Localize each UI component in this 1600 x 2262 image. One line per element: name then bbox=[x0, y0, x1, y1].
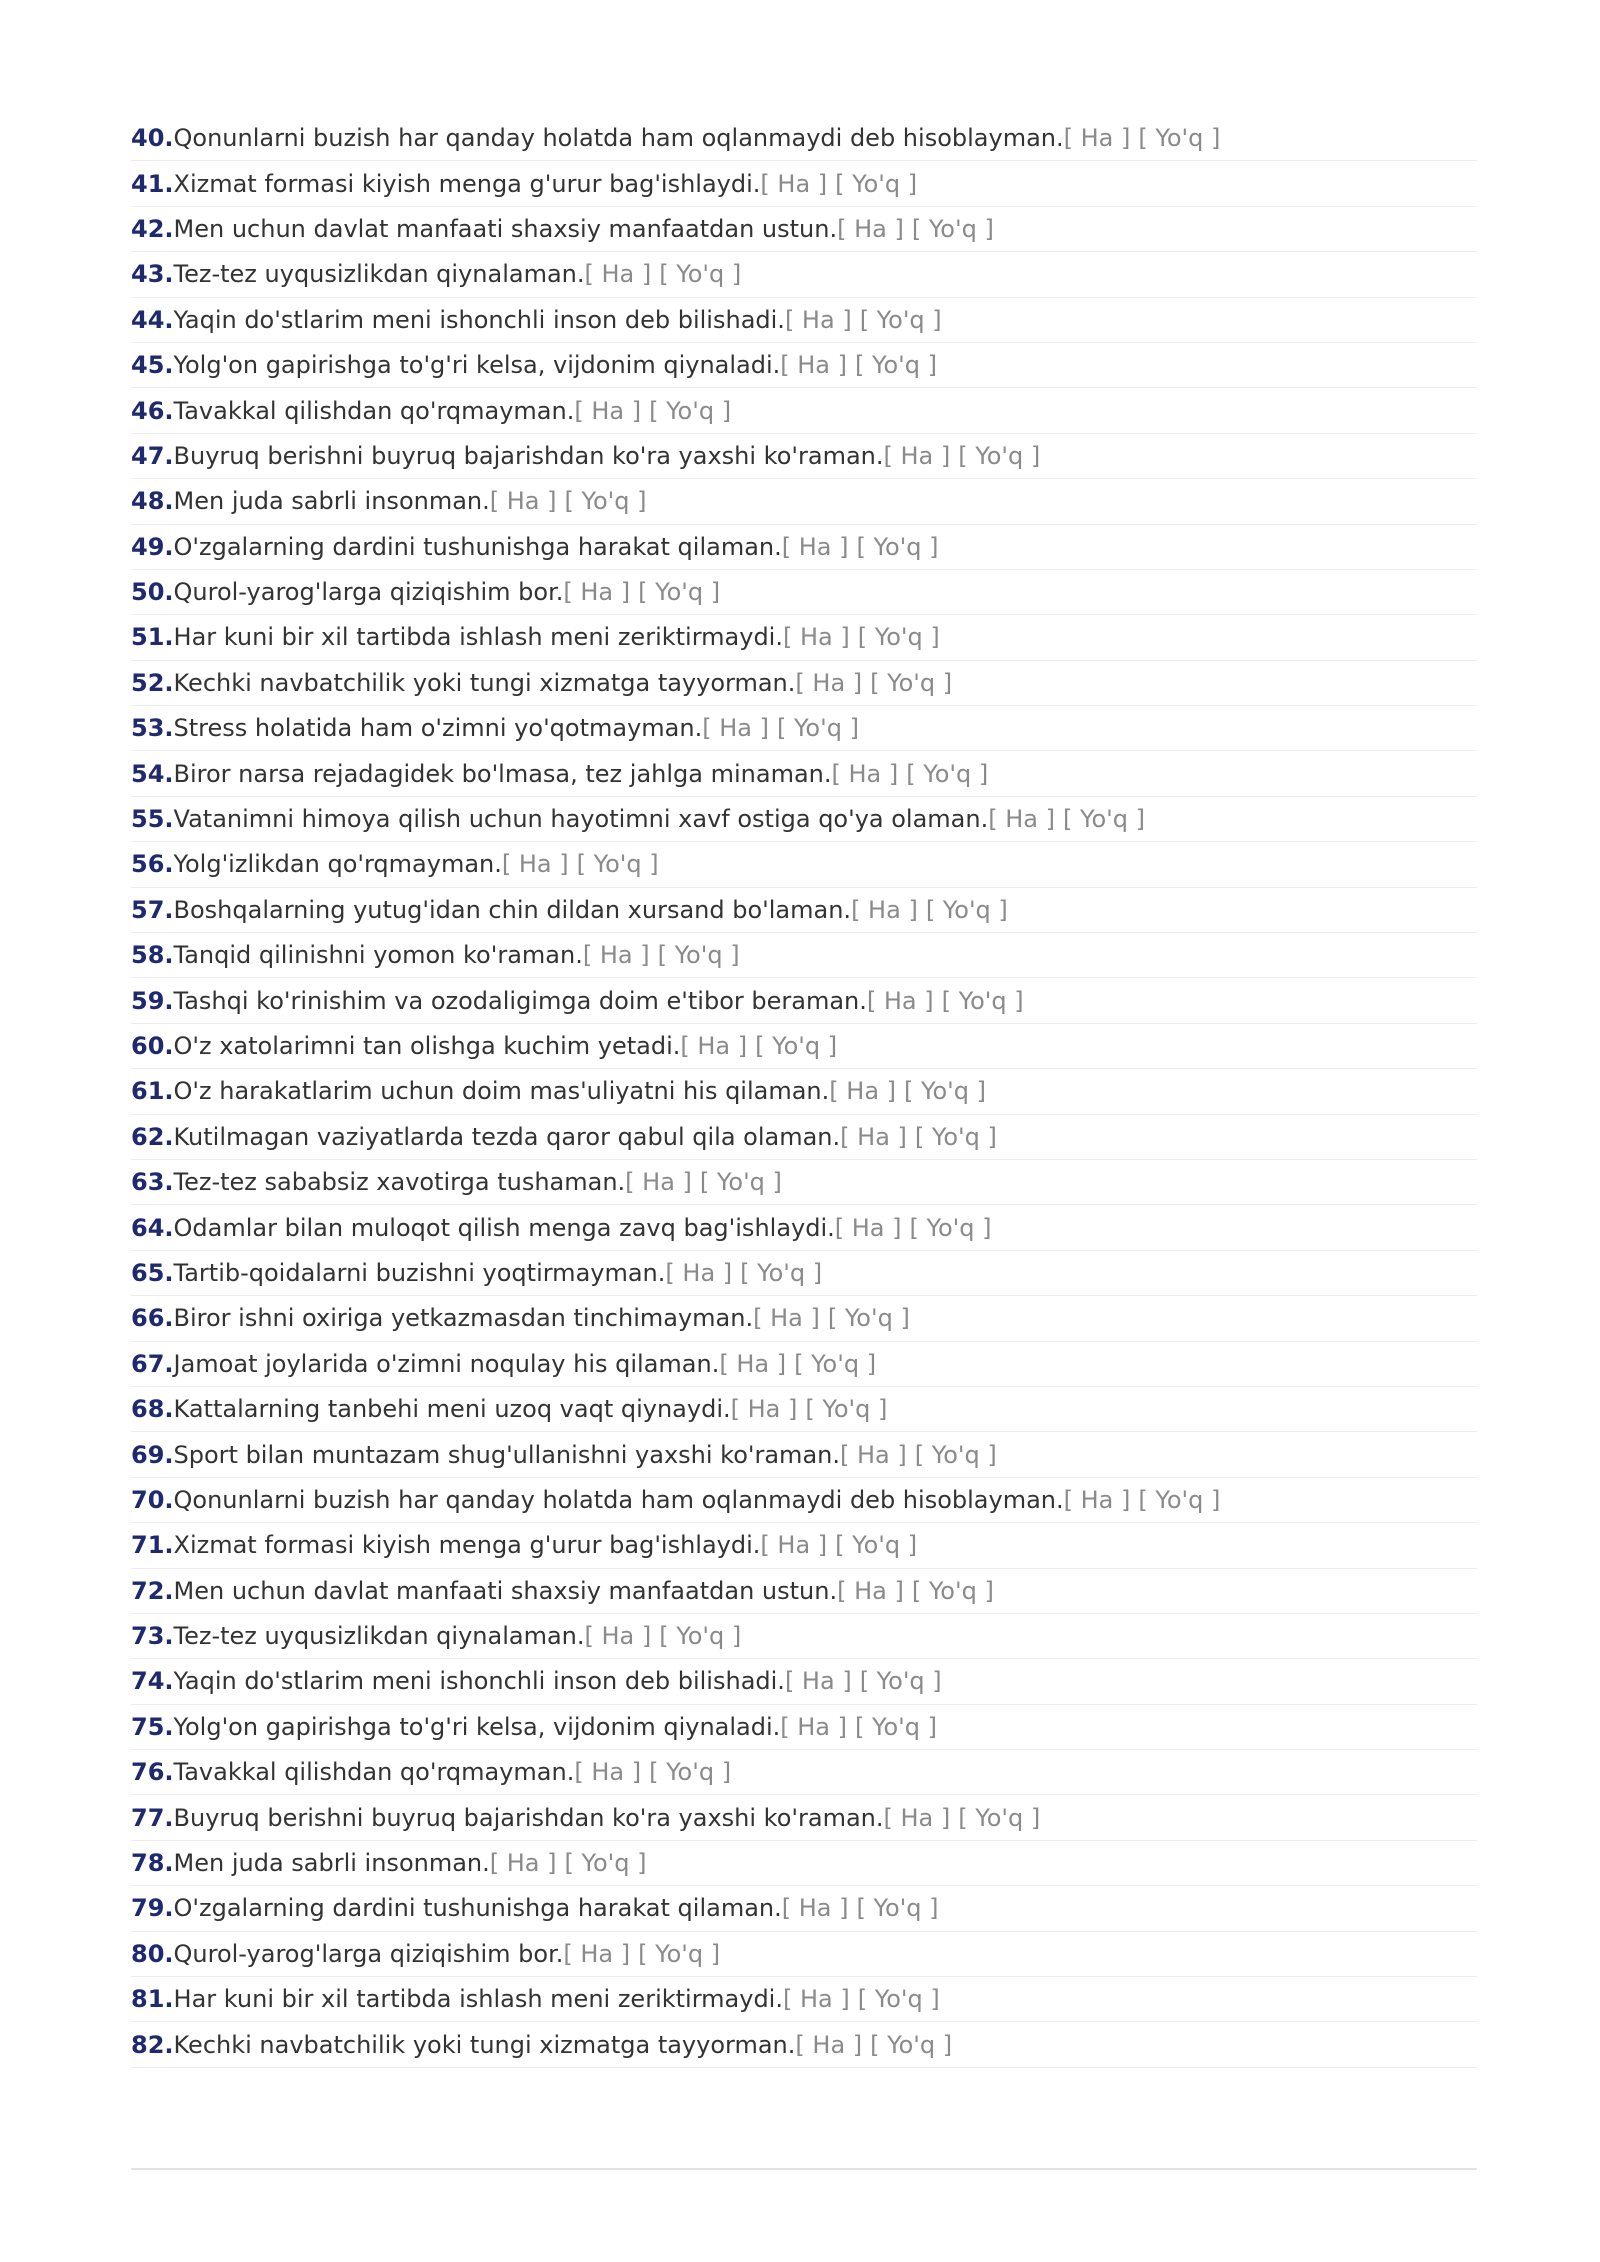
answer-option-yes[interactable]: [ Ha ] bbox=[782, 623, 850, 652]
question-number: 63. bbox=[131, 1168, 174, 1197]
question-row bbox=[131, 1705, 1477, 1750]
answer-option-no[interactable]: [ Yo'q ] bbox=[856, 1894, 939, 1923]
answer-option-yes[interactable]: [ Ha ] bbox=[563, 578, 631, 607]
question-row bbox=[131, 479, 1477, 524]
question-row bbox=[131, 2022, 1477, 2067]
question-number: 52. bbox=[131, 668, 174, 697]
answer-option-no[interactable]: [ Yo'q ] bbox=[925, 895, 1008, 924]
answer-option-no[interactable]: [ Yo'q ] bbox=[958, 441, 1041, 470]
answer-option-yes[interactable]: [ Ha ] bbox=[795, 2030, 863, 2059]
question-number: 82. bbox=[131, 2030, 174, 2059]
answer-option-yes[interactable]: [ Ha ] bbox=[719, 1349, 787, 1378]
question-text: Har kuni bir xil tartibda ishlash meni zeriktirmaydi. bbox=[173, 623, 783, 652]
answer-option-yes[interactable]: [ Ha ] bbox=[582, 941, 650, 970]
answer-option-yes[interactable]: [ Ha ] bbox=[489, 1849, 557, 1878]
answer-option-no[interactable]: [ Yo'q ] bbox=[699, 1168, 782, 1197]
question-number: 53. bbox=[131, 714, 174, 743]
answer-option-no[interactable]: [ Yo'q ] bbox=[911, 1576, 994, 1605]
question-text: Boshqalarning yutug'idan chin dildan xursand bo'laman. bbox=[173, 895, 852, 924]
question-text: Buyruq berishni buyruq bajarishdan ko'ra yaxshi ko'raman. bbox=[173, 1803, 884, 1832]
answer-option-no[interactable]: [ Yo'q ] bbox=[906, 759, 989, 788]
question-row bbox=[131, 1024, 1477, 1069]
answer-option-no[interactable]: [ Yo'q ] bbox=[914, 1440, 997, 1469]
question-text: Qonunlarni buzish har qanday holatda ham oqlanmaydi deb hisoblayman. bbox=[173, 124, 1064, 153]
question-number: 77. bbox=[131, 1803, 174, 1832]
answer-option-yes[interactable]: [ Ha ] bbox=[574, 396, 642, 425]
question-text: Biror ishni oxiriga yetkazmasdan tinchimayman. bbox=[173, 1304, 754, 1333]
question-number: 81. bbox=[131, 1985, 174, 2014]
question-number: 44. bbox=[131, 305, 174, 334]
question-row bbox=[131, 978, 1477, 1023]
question-number: 51. bbox=[131, 623, 174, 652]
question-row bbox=[131, 1750, 1477, 1795]
question-number: 73. bbox=[131, 1622, 174, 1651]
answer-option-no[interactable]: [ Yo'q ] bbox=[857, 1985, 940, 2014]
answer-option-yes[interactable]: [ Ha ] bbox=[784, 305, 852, 334]
question-number: 56. bbox=[131, 850, 174, 879]
answer-option-yes[interactable]: [ Ha ] bbox=[760, 1531, 828, 1560]
question-text: Yolg'on gapirishga to'g'ri kelsa, vijdonim qiynaladi. bbox=[173, 351, 781, 380]
question-row bbox=[131, 1795, 1477, 1840]
question-row bbox=[131, 570, 1477, 615]
answer-option-no[interactable]: [ Yo'q ] bbox=[649, 1758, 732, 1787]
question-number: 54. bbox=[131, 759, 174, 788]
question-text: Kattalarning tanbehi meni uzoq vaqt qiynaydi. bbox=[173, 1395, 731, 1424]
question-text: O'z harakatlarim uchun doim mas'uliyatni his qilaman. bbox=[173, 1077, 830, 1106]
answer-option-no[interactable]: [ Yo'q ] bbox=[659, 1622, 742, 1651]
question-text: Tashqi ko'rinishim va ozodaligimga doim e'tibor beraman. bbox=[173, 986, 867, 1015]
question-number: 43. bbox=[131, 260, 174, 289]
answer-option-no[interactable]: [ Yo'q ] bbox=[1138, 1485, 1221, 1514]
answer-option-no[interactable]: [ Yo'q ] bbox=[649, 396, 732, 425]
question-row bbox=[131, 842, 1477, 887]
question-number: 55. bbox=[131, 805, 174, 834]
question-number: 49. bbox=[131, 532, 174, 561]
question-text: Tanqid qilinishni yomon ko'raman. bbox=[173, 941, 583, 970]
questionnaire-page bbox=[131, 116, 1477, 2068]
question-row bbox=[131, 1523, 1477, 1568]
answer-option-yes[interactable]: [ Ha ] bbox=[489, 487, 557, 516]
question-row bbox=[131, 1160, 1477, 1205]
question-row bbox=[131, 1115, 1477, 1160]
answer-option-yes[interactable]: [ Ha ] bbox=[840, 1122, 907, 1151]
answer-option-no[interactable]: [ Yo'q ] bbox=[740, 1258, 823, 1287]
question-row bbox=[131, 434, 1477, 479]
page-bottom-divider bbox=[131, 2168, 1477, 2170]
answer-option-no[interactable]: [ Yo'q ] bbox=[638, 1939, 721, 1968]
answer-option-yes[interactable]: [ Ha ] bbox=[1063, 124, 1131, 153]
answer-option-yes[interactable]: [ Ha ] bbox=[883, 441, 951, 470]
answer-option-no[interactable]: [ Yo'q ] bbox=[755, 1032, 838, 1060]
question-row bbox=[131, 615, 1477, 660]
answer-option-yes[interactable]: [ Ha ] bbox=[837, 1576, 904, 1605]
question-text: Kechki navbatchilik yoki tungi xizmatga tayyorman. bbox=[173, 2030, 796, 2059]
question-number: 46. bbox=[131, 396, 174, 425]
answer-option-yes[interactable]: [ Ha ] bbox=[501, 850, 569, 879]
answer-option-yes[interactable]: [ Ha ] bbox=[574, 1758, 642, 1787]
question-number: 70. bbox=[131, 1485, 174, 1514]
question-number: 67. bbox=[131, 1349, 174, 1378]
answer-option-no[interactable]: [ Yo'q ] bbox=[794, 1349, 877, 1378]
question-row bbox=[131, 343, 1477, 388]
answer-option-yes[interactable]: [ Ha ] bbox=[753, 1304, 820, 1333]
question-text: Tavakkal qilishdan qo'rqmayman. bbox=[173, 1758, 575, 1787]
answer-option-yes[interactable]: [ Ha ] bbox=[831, 759, 899, 788]
question-number: 58. bbox=[131, 941, 174, 970]
answer-option-yes[interactable]: [ Ha ] bbox=[625, 1168, 692, 1197]
question-number: 59. bbox=[131, 986, 174, 1015]
question-row bbox=[131, 1251, 1477, 1296]
answer-option-no[interactable]: [ Yo'q ] bbox=[870, 2030, 953, 2059]
question-number: 65. bbox=[131, 1258, 174, 1287]
question-number: 42. bbox=[131, 214, 174, 243]
question-number: 74. bbox=[131, 1667, 174, 1696]
answer-option-yes[interactable]: [ Ha ] bbox=[702, 714, 769, 743]
question-list bbox=[131, 116, 1477, 2068]
answer-option-no[interactable]: [ Yo'q ] bbox=[856, 532, 939, 561]
question-number: 71. bbox=[131, 1531, 174, 1560]
answer-option-no[interactable]: [ Yo'q ] bbox=[835, 1531, 918, 1560]
question-row bbox=[131, 388, 1477, 433]
question-text: Xizmat formasi kiyish menga g'urur bag'ishlaydi. bbox=[173, 169, 761, 198]
question-text: O'z xatolarimni tan olishga kuchim yetadi. bbox=[173, 1032, 681, 1060]
answer-option-no[interactable]: [ Yo'q ] bbox=[659, 260, 742, 289]
question-row bbox=[131, 1296, 1477, 1341]
answer-option-no[interactable]: [ Yo'q ] bbox=[835, 169, 918, 198]
question-text: Tez-tez sababsiz xavotirga tushaman. bbox=[173, 1168, 626, 1197]
question-text: Har kuni bir xil tartibda ishlash meni zeriktirmaydi. bbox=[173, 1985, 783, 2014]
question-text: Tez-tez uyqusizlikdan qiynalaman. bbox=[173, 1622, 585, 1651]
question-row bbox=[131, 706, 1477, 751]
answer-option-no[interactable]: [ Yo'q ] bbox=[857, 623, 940, 652]
answer-option-yes[interactable]: [ Ha ] bbox=[665, 1258, 733, 1287]
answer-option-yes[interactable]: [ Ha ] bbox=[795, 668, 863, 697]
answer-option-no[interactable]: [ Yo'q ] bbox=[564, 487, 647, 516]
question-text: Tartib-qoidalarni buzishni yoqtirmayman. bbox=[173, 1258, 666, 1287]
question-row bbox=[131, 1659, 1477, 1704]
question-row bbox=[131, 1977, 1477, 2022]
question-row bbox=[131, 1069, 1477, 1114]
question-number: 45. bbox=[131, 351, 174, 380]
answer-option-yes[interactable]: [ Ha ] bbox=[839, 1440, 907, 1469]
question-text: Kutilmagan vaziyatlarda tezda qaror qabul qila olaman. bbox=[173, 1122, 841, 1151]
answer-option-yes[interactable]: [ Ha ] bbox=[780, 351, 848, 380]
question-number: 75. bbox=[131, 1712, 174, 1741]
question-row bbox=[131, 1614, 1477, 1659]
question-row bbox=[131, 1478, 1477, 1523]
question-text: Qonunlarni buzish har qanday holatda ham oqlanmaydi deb hisoblayman. bbox=[173, 1485, 1064, 1514]
answer-option-no[interactable]: [ Yo'q ] bbox=[805, 1395, 888, 1424]
answer-option-no[interactable]: [ Yo'q ] bbox=[870, 668, 953, 697]
answer-option-no[interactable]: [ Yo'q ] bbox=[564, 1849, 647, 1878]
question-number: 76. bbox=[131, 1758, 174, 1787]
question-text: Yaqin do'stlarim meni ishonchli inson deb bilishadi. bbox=[173, 1667, 785, 1696]
question-text: Sport bilan muntazam shug'ullanishni yaxshi ko'raman. bbox=[173, 1440, 840, 1469]
answer-option-yes[interactable]: [ Ha ] bbox=[730, 1395, 798, 1424]
question-row bbox=[131, 1841, 1477, 1886]
answer-option-yes[interactable]: [ Ha ] bbox=[851, 895, 918, 924]
answer-option-yes[interactable]: [ Ha ] bbox=[563, 1939, 631, 1968]
question-row bbox=[131, 1569, 1477, 1614]
question-number: 68. bbox=[131, 1395, 174, 1424]
question-number: 64. bbox=[131, 1213, 174, 1242]
answer-option-yes[interactable]: [ Ha ] bbox=[781, 532, 849, 561]
question-row bbox=[131, 933, 1477, 978]
question-row bbox=[131, 207, 1477, 252]
question-row bbox=[131, 161, 1477, 206]
answer-option-yes[interactable]: [ Ha ] bbox=[834, 1213, 902, 1242]
question-text: Yaqin do'stlarim meni ishonchli inson deb bilishadi. bbox=[173, 305, 785, 334]
question-text: Qurol-yarog'larga qiziqishim bor. bbox=[173, 1939, 564, 1968]
answer-option-yes[interactable]: [ Ha ] bbox=[781, 1894, 849, 1923]
question-text: Jamoat joylarida o'zimni noqulay his qilaman. bbox=[173, 1349, 720, 1378]
answer-option-yes[interactable]: [ Ha ] bbox=[1063, 1485, 1131, 1514]
question-number: 72. bbox=[131, 1576, 174, 1605]
question-text: Qurol-yarog'larga qiziqishim bor. bbox=[173, 578, 564, 607]
question-text: Buyruq berishni buyruq bajarishdan ko'ra yaxshi ko'raman. bbox=[173, 441, 884, 470]
answer-option-yes[interactable]: [ Ha ] bbox=[866, 986, 934, 1015]
question-row bbox=[131, 751, 1477, 796]
question-text: Stress holatida ham o'zimni yo'qotmayman. bbox=[173, 714, 703, 743]
question-row bbox=[131, 1886, 1477, 1931]
question-number: 60. bbox=[131, 1032, 174, 1060]
question-text: O'zgalarning dardini tushunishga harakat qilaman. bbox=[173, 1894, 782, 1923]
answer-option-no[interactable]: [ Yo'q ] bbox=[911, 214, 994, 243]
answer-option-yes[interactable]: [ Ha ] bbox=[988, 805, 1055, 834]
question-text: Biror narsa rejadagidek bo'lmasa, tez jahlga minaman. bbox=[173, 759, 832, 788]
answer-option-yes[interactable]: [ Ha ] bbox=[584, 1622, 652, 1651]
question-number: 41. bbox=[131, 169, 174, 198]
question-number: 69. bbox=[131, 1440, 174, 1469]
question-text: Odamlar bilan muloqot qilish menga zavq bag'ishlaydi. bbox=[173, 1213, 835, 1242]
question-number: 78. bbox=[131, 1849, 174, 1878]
question-text: Men juda sabrli insonman. bbox=[173, 487, 490, 516]
question-row bbox=[131, 661, 1477, 706]
question-row bbox=[131, 1205, 1477, 1250]
question-number: 40. bbox=[131, 124, 174, 153]
question-text: Xizmat formasi kiyish menga g'urur bag'ishlaydi. bbox=[173, 1531, 761, 1560]
answer-option-yes[interactable]: [ Ha ] bbox=[883, 1803, 951, 1832]
question-row bbox=[131, 1342, 1477, 1387]
answer-option-no[interactable]: [ Yo'q ] bbox=[859, 305, 942, 334]
answer-option-no[interactable]: [ Yo'q ] bbox=[657, 941, 740, 970]
answer-option-no[interactable]: [ Yo'q ] bbox=[958, 1803, 1041, 1832]
question-number: 61. bbox=[131, 1077, 174, 1106]
answer-option-yes[interactable]: [ Ha ] bbox=[837, 214, 904, 243]
question-number: 48. bbox=[131, 487, 174, 516]
answer-option-no[interactable]: [ Yo'q ] bbox=[576, 850, 659, 879]
question-row bbox=[131, 116, 1477, 161]
question-text: Tez-tez uyqusizlikdan qiynalaman. bbox=[173, 260, 585, 289]
question-text: Yolg'izlikdan qo'rqmayman. bbox=[173, 850, 502, 879]
answer-option-yes[interactable]: [ Ha ] bbox=[780, 1712, 848, 1741]
answer-option-yes[interactable]: [ Ha ] bbox=[782, 1985, 850, 2014]
question-row bbox=[131, 1932, 1477, 1977]
question-text: Kechki navbatchilik yoki tungi xizmatga tayyorman. bbox=[173, 668, 796, 697]
answer-option-yes[interactable]: [ Ha ] bbox=[680, 1032, 748, 1060]
question-text: O'zgalarning dardini tushunishga harakat qilaman. bbox=[173, 532, 782, 561]
answer-option-no[interactable]: [ Yo'q ] bbox=[776, 714, 859, 743]
question-row bbox=[131, 1432, 1477, 1477]
question-text: Vatanimni himoya qilish uchun hayotimni xavf ostiga qo'ya olaman. bbox=[173, 805, 989, 834]
answer-option-yes[interactable]: [ Ha ] bbox=[584, 260, 652, 289]
question-row bbox=[131, 298, 1477, 343]
question-text: Men uchun davlat manfaati shaxsiy manfaatdan ustun. bbox=[173, 214, 838, 243]
answer-option-no[interactable]: [ Yo'q ] bbox=[1138, 124, 1221, 153]
question-row bbox=[131, 888, 1477, 933]
answer-option-no[interactable]: [ Yo'q ] bbox=[855, 351, 937, 380]
answer-option-yes[interactable]: [ Ha ] bbox=[829, 1077, 897, 1106]
answer-option-no[interactable]: [ Yo'q ] bbox=[914, 1122, 997, 1151]
answer-option-yes[interactable]: [ Ha ] bbox=[760, 169, 828, 198]
question-row bbox=[131, 797, 1477, 842]
question-row bbox=[131, 252, 1477, 297]
question-text: Yolg'on gapirishga to'g'ri kelsa, vijdonim qiynaladi. bbox=[173, 1712, 781, 1741]
question-number: 80. bbox=[131, 1939, 174, 1968]
question-text: Tavakkal qilishdan qo'rqmayman. bbox=[173, 396, 575, 425]
answer-option-no[interactable]: [ Yo'q ] bbox=[855, 1712, 937, 1741]
question-row bbox=[131, 1387, 1477, 1432]
question-row bbox=[131, 525, 1477, 570]
question-number: 57. bbox=[131, 895, 174, 924]
answer-option-no[interactable]: [ Yo'q ] bbox=[909, 1213, 992, 1242]
answer-option-no[interactable]: [ Yo'q ] bbox=[941, 986, 1024, 1015]
answer-option-yes[interactable]: [ Ha ] bbox=[784, 1667, 852, 1696]
question-number: 50. bbox=[131, 578, 174, 607]
question-text: Men uchun davlat manfaati shaxsiy manfaatdan ustun. bbox=[173, 1576, 838, 1605]
question-text: Men juda sabrli insonman. bbox=[173, 1849, 490, 1878]
answer-option-no[interactable]: [ Yo'q ] bbox=[859, 1667, 942, 1696]
question-number: 79. bbox=[131, 1894, 174, 1923]
question-number: 62. bbox=[131, 1122, 174, 1151]
question-number: 66. bbox=[131, 1304, 174, 1333]
answer-option-no[interactable]: [ Yo'q ] bbox=[1062, 805, 1145, 834]
answer-option-no[interactable]: [ Yo'q ] bbox=[638, 578, 721, 607]
question-number: 47. bbox=[131, 441, 174, 470]
answer-option-no[interactable]: [ Yo'q ] bbox=[827, 1304, 910, 1333]
answer-option-no[interactable]: [ Yo'q ] bbox=[904, 1077, 987, 1106]
